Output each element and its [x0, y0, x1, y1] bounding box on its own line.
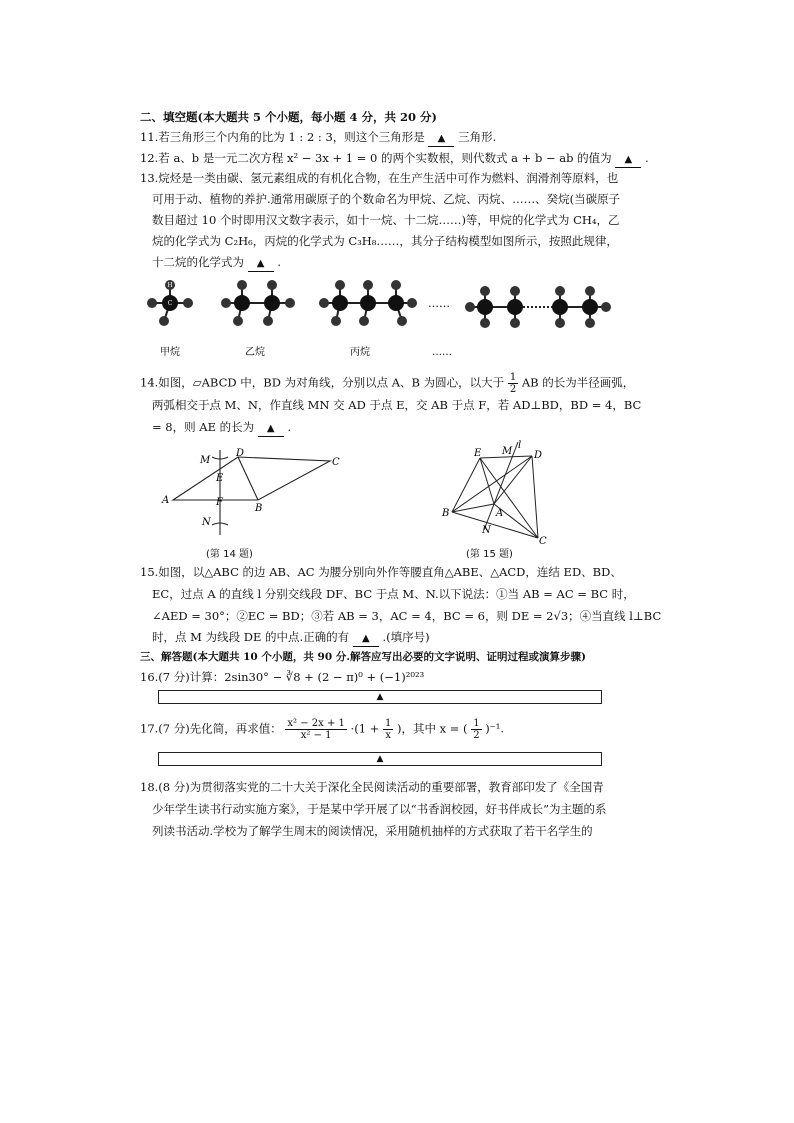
section-3-title: 三、解答题(本大题共 10 个小题，共 90 分.解答应写出必要的文字说明、证明过程或演算步骤): [140, 651, 586, 663]
caption-ethane: 乙烷: [245, 347, 265, 358]
q14-line-1b: AB 的长为半径画弧，: [521, 375, 635, 390]
q12-text-b: .: [644, 151, 649, 165]
q13-line-3: 数目超过 10 个时即用汉文数字表示，如十一烷、十二烷……)等，甲烷的化学式为 CH₄，乙: [152, 213, 620, 227]
q15-line-3: ∠AED = 30°；②EC = BD；③若 AB = 3，AC = 4，BC = 6，则 DE = 2√3；④当直线 l⊥BC: [152, 609, 662, 623]
q17-fraction-3: [471, 718, 481, 741]
question-12: [140, 151, 649, 168]
label-n: N: [202, 517, 211, 528]
q14-line-1a: 14.如图，▱ABCD 中，BD 为对角线，分别以点 A、B 为圆心，以大于: [140, 375, 505, 390]
section-2-title: 二、填空题(本大题共 5 个小题，每小题 4 分，共 20 分): [140, 110, 437, 124]
label-f: F: [216, 497, 223, 508]
segment-ea: [480, 458, 494, 504]
q17-text-d: )⁻¹.: [485, 721, 505, 736]
q15-line-4: [152, 630, 430, 647]
q14-line-3: [152, 420, 291, 437]
q17-text-c: )，其中 x = (: [396, 721, 468, 736]
fig15-label-c: C: [539, 536, 547, 547]
q13-line-5-text: 十二烷的化学式为: [152, 255, 244, 269]
q18-line-1: 18.(8 分)为贯彻落实党的二十大关于深化全民阅读活动的重要部署，教育部印发了《全国青: [140, 780, 604, 794]
q15-line-1: 15.如图，以△ABC 的边 AB、AC 为腰分别向外作等腰直角△ABE、△ACD，连结 ED、BD、: [140, 565, 622, 579]
label-a: A: [162, 495, 170, 506]
q15-line-2: EC，过点 A 的直线 l 分别交线段 DF、BC 于点 M、N.以下说法：①当 AB = AC = BC 时，: [152, 587, 635, 601]
q18-line-2: 少年学生读书行动实施方案》，于是某中学开展了以“书香润校园，好书伴成长”为主题的系: [152, 802, 607, 816]
q17-fraction-2: [383, 718, 393, 741]
question-11: [140, 130, 496, 147]
q15-line-4b: .(填序号): [382, 630, 430, 644]
q17-frac2-num: 1: [384, 718, 392, 729]
q12-text-a: 12.若 a、b 是一元二次方程 x² − 3x + 1 = 0 的两个实数根，则代数式 a + b − ab 的值为: [140, 151, 612, 165]
figure-15: [438, 438, 558, 548]
molecule-dots: ……: [428, 297, 450, 310]
q17-answer-box[interactable]: ▲: [158, 752, 602, 766]
q17-frac3-den: 2: [473, 730, 480, 741]
q17-frac3-num: 1: [473, 718, 480, 729]
label-d: D: [236, 448, 245, 459]
q17-frac2-den: x: [385, 730, 391, 741]
q18-line-3: 列读书活动.学校为了解学生周末的阅读情况，采用随机抽样的方式获取了若干名学生的: [152, 824, 593, 838]
q15-answer-blank[interactable]: ▲: [353, 632, 379, 647]
fig15-label-a: A: [496, 508, 504, 519]
label-e: E: [216, 473, 224, 484]
caption-ellipsis: ……: [432, 347, 452, 358]
segment-bc: [452, 512, 538, 538]
question-17: [140, 718, 504, 741]
fig15-label-d: D: [534, 450, 543, 461]
q17-frac1-den: x² − 1: [300, 730, 332, 741]
q11-text-b: 三角形.: [458, 130, 497, 144]
q13-line-4: 烷的化学式为 C₂H₆，丙烷的化学式为 C₃H₈……，其分子结构模型如图所示，按照此规律，: [152, 234, 618, 248]
segment-ad: [494, 456, 532, 504]
label-c: C: [332, 457, 340, 468]
diagonal-bd: [238, 457, 258, 500]
q14-line-3a: = 8，则 AE 的长为: [152, 420, 255, 434]
segment-eb: [452, 458, 480, 512]
q13-line-2: 可用于动、植物的养护.通常用碳原子的个数命名为甲烷、乙烷、丙烷、……、癸烷(当碳原子: [152, 192, 621, 206]
fig15-label-n: N: [482, 525, 491, 536]
q11-answer-blank[interactable]: ▲: [428, 132, 454, 147]
q17-frac1-num: x² − 2x + 1: [287, 718, 345, 729]
fig15-label-l: l: [518, 440, 522, 451]
q13-line-5: [152, 255, 281, 272]
figure-14: [158, 445, 348, 545]
q16-answer-box[interactable]: ▲: [158, 690, 602, 704]
fig15-label-e: E: [474, 448, 482, 459]
figure-15-caption: (第 15 题): [466, 549, 513, 560]
segment-dc: [532, 456, 538, 538]
label-b: B: [255, 503, 263, 514]
q17-text-a: 17.(7 分)先化简，再求值：: [140, 721, 282, 736]
q12-answer-blank[interactable]: ▲: [615, 153, 641, 168]
q14-line-3b: .: [287, 420, 292, 434]
q14-line-1: [140, 372, 634, 395]
label-m: M: [200, 455, 211, 466]
q11-text-a: 11.若三角形三个内角的比为 1 : 2 : 3，则这个三角形是: [140, 130, 425, 144]
q14-fraction-half: [508, 372, 518, 395]
q17-text-b: ·(1 +: [350, 721, 380, 736]
q15-line-4a: 时，点 M 为线段 DE 的中点.正确的有: [152, 630, 350, 644]
atom-label-h: H: [167, 282, 173, 289]
q13-line-5-end: .: [277, 255, 281, 269]
caption-propane: 丙烷: [350, 347, 370, 358]
fig15-label-m: M: [502, 446, 513, 457]
q14-frac-den: 2: [509, 384, 517, 395]
q14-answer-blank[interactable]: ▲: [258, 422, 284, 437]
atom-label-c: C: [167, 300, 173, 307]
segment-bd: [452, 456, 532, 512]
fig15-label-b: B: [442, 508, 450, 519]
alkane-molecule-figure: [140, 275, 640, 365]
q13-answer-blank[interactable]: ▲: [248, 257, 274, 272]
q17-fraction-1: [285, 718, 347, 741]
question-16: 16.(7 分)计算：2sin30° − ∛8 + (2 − π)⁰ + (−1)²⁰²³: [140, 670, 425, 684]
q14-line-2: 两弧相交于点 M、N，作直线 MN 交 AD 于点 E，交 AB 于点 F，若 AD⊥BD，BD = 4，BC: [152, 398, 642, 412]
q14-frac-num: 1: [509, 372, 517, 383]
parallelogram-abcd: [173, 457, 330, 500]
q13-line-1: 13.烷烃是一类由碳、氢元素组成的有机化合物，在生产生活中可作为燃料、润滑剂等原料，也: [140, 171, 619, 185]
caption-methane: 甲烷: [160, 347, 180, 358]
figure-14-caption: (第 14 题): [206, 549, 253, 560]
